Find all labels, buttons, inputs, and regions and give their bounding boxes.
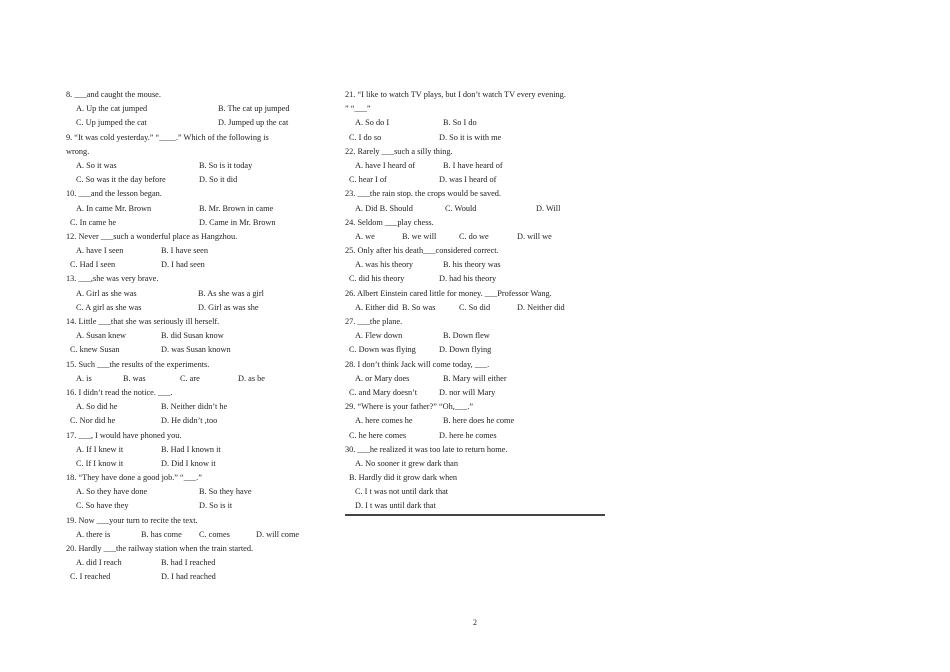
answer-option: D. So it is with me bbox=[439, 132, 502, 142]
option-row bbox=[66, 159, 326, 173]
answer-option: A. Girl as she was bbox=[76, 288, 137, 298]
answer-option: B. had I reached bbox=[161, 558, 216, 568]
option-row bbox=[345, 329, 605, 343]
page-number: 2 bbox=[473, 618, 477, 627]
question-stem: 9. “It was cold yesterday.” “____.” Which of the following is bbox=[66, 132, 269, 142]
option-row bbox=[345, 272, 605, 286]
option-row bbox=[345, 386, 605, 400]
answer-option: C. knew Susan bbox=[70, 345, 120, 355]
option-row bbox=[345, 301, 605, 315]
answer-option: C. hear I of bbox=[349, 175, 387, 185]
answer-option: D. So it did bbox=[199, 175, 238, 185]
question-stem: 17. ___, I would have phoned you. bbox=[66, 430, 182, 440]
answer-option: B. So they have bbox=[199, 487, 252, 497]
option-row bbox=[66, 202, 326, 216]
option-row bbox=[345, 258, 605, 272]
answer-option: A. Flew down bbox=[355, 331, 403, 341]
option-row bbox=[345, 414, 605, 428]
answer-option: B. Mary will either bbox=[443, 373, 507, 383]
answer-option: B. his theory was bbox=[443, 260, 501, 270]
answer-option: A. So did he bbox=[76, 402, 118, 412]
answer-option: A. we bbox=[355, 231, 375, 241]
option-row bbox=[66, 216, 326, 230]
answer-option: D. Girl as was she bbox=[198, 302, 259, 312]
question-stem: 13. ___,she was very brave. bbox=[66, 274, 159, 284]
option-row bbox=[66, 258, 326, 272]
answer-option: A. was his theory bbox=[355, 260, 414, 270]
answer-option: B. So was bbox=[402, 302, 436, 312]
answer-option: A. So they have done bbox=[76, 487, 148, 497]
right-column bbox=[345, 88, 605, 514]
answer-option: D. as be bbox=[238, 373, 265, 383]
answer-option: D. Came in Mr. Brown bbox=[199, 217, 276, 227]
question-stem-continued: wrong. bbox=[66, 146, 90, 156]
option-row bbox=[66, 372, 326, 386]
answer-option: D. was I heard of bbox=[439, 175, 497, 185]
question-stem: 12. Never ___such a wonderful place as Hangzhou. bbox=[66, 231, 238, 241]
question-stem: 30. ___he realized it was too late to return home. bbox=[345, 444, 508, 454]
answer-option: B. Had I known it bbox=[161, 444, 221, 454]
answer-option: B. here does he come bbox=[443, 416, 515, 426]
answer-option: B. did Susan know bbox=[161, 331, 224, 341]
answer-option: A. Susan knew bbox=[76, 331, 127, 341]
answer-option: D. He didn’t ,too bbox=[161, 416, 218, 426]
question-stem-continued: ” “___” bbox=[345, 104, 371, 114]
answer-option: A. If I knew it bbox=[76, 444, 124, 454]
answer-option: C. Down was flying bbox=[349, 345, 416, 355]
answer-option: A. So do I bbox=[355, 118, 390, 128]
answer-option: D. will we bbox=[517, 231, 552, 241]
question-stem: 24. Seldom ___play chess. bbox=[345, 217, 434, 227]
answer-option: D. will come bbox=[256, 529, 300, 539]
answer-option: A. have I seen bbox=[76, 246, 124, 256]
question-stem: 29. “Where is your father?” “Oh,___.” bbox=[345, 402, 474, 412]
option-row bbox=[66, 287, 326, 301]
answer-option: A. there is bbox=[76, 529, 111, 539]
answer-option: C. do we bbox=[459, 231, 489, 241]
answer-option: C. Had I seen bbox=[70, 260, 116, 270]
option-row bbox=[66, 499, 326, 513]
question-stem: 21. “I like to watch TV plays, but I don’t watch TV every evening. bbox=[345, 90, 566, 99]
answer-option: A. have I heard of bbox=[355, 160, 416, 170]
answer-option: B. Hardly did it grow dark when bbox=[349, 473, 458, 483]
answer-option: C. A girl as she was bbox=[76, 302, 142, 312]
answer-option: C. I t was not until dark that bbox=[355, 487, 449, 497]
answer-option: D. I had reached bbox=[161, 572, 216, 582]
answer-option: B. As she was a girl bbox=[198, 288, 264, 298]
answer-option: A. or Mary does bbox=[355, 373, 410, 383]
answer-option: C. So have they bbox=[76, 501, 129, 511]
answer-option: D. Down flying bbox=[439, 345, 492, 355]
question-stem: 28. I don’t think Jack will come today, ___. bbox=[345, 359, 490, 369]
question-stem: 8. ___and caught the mouse. bbox=[66, 90, 161, 99]
answer-option: C. and Mary doesn’t bbox=[349, 387, 418, 397]
answer-option: D. Neither did bbox=[517, 302, 565, 312]
answer-option: C. Nor did he bbox=[70, 416, 116, 426]
answer-option: B. was bbox=[123, 373, 146, 383]
left-column bbox=[66, 88, 326, 585]
answer-option: C. I do so bbox=[349, 132, 382, 142]
question-stem: 27. ___the plane. bbox=[345, 317, 403, 326]
answer-option: B. The cat up jumped bbox=[218, 104, 290, 114]
option-row bbox=[345, 230, 605, 244]
answer-option: B. Mr. Brown in came bbox=[199, 203, 274, 213]
option-row bbox=[66, 173, 326, 187]
answer-option: A. Either did bbox=[355, 302, 399, 312]
answer-option: D. I t was until dark that bbox=[355, 501, 436, 511]
option-row bbox=[66, 457, 326, 471]
answer-option: C. I reached bbox=[70, 572, 111, 582]
option-row bbox=[66, 244, 326, 258]
answer-option: D. Jumped up the cat bbox=[218, 118, 289, 128]
option-row bbox=[345, 116, 605, 130]
option-row bbox=[345, 173, 605, 187]
option-row bbox=[345, 159, 605, 173]
answer-option: D. was Susan known bbox=[161, 345, 231, 355]
answer-option: B. I have heard of bbox=[443, 160, 503, 170]
answer-option: C. are bbox=[180, 373, 200, 383]
answer-option: B. we will bbox=[402, 231, 437, 241]
question-stem: 25. Only after his death___considered correct. bbox=[345, 246, 499, 256]
answer-option: B. So I do bbox=[443, 118, 477, 128]
option-row bbox=[66, 343, 326, 357]
question-stem: 23. ___the rain stop. the crops would be saved. bbox=[345, 189, 501, 199]
answer-option: D. nor will Mary bbox=[439, 387, 496, 397]
option-row bbox=[66, 414, 326, 428]
question-stem: 15. Such ___the results of the experiments. bbox=[66, 359, 210, 369]
option-row bbox=[66, 301, 326, 315]
answer-option: B. has come bbox=[141, 529, 182, 539]
option-row bbox=[66, 329, 326, 343]
answer-option: C. Would bbox=[445, 203, 477, 213]
answer-option: D. had his theory bbox=[439, 274, 497, 284]
option-row bbox=[345, 343, 605, 357]
answer-option: D. So is it bbox=[199, 501, 233, 511]
answer-option: A. here comes he bbox=[355, 416, 413, 426]
question-stem: 20. Hardly ___the railway station when the train started. bbox=[66, 544, 254, 553]
answer-option: B. Down flew bbox=[443, 331, 490, 341]
question-stem: 26. Albert Einstein cared little for money. ___Professor Wang. bbox=[345, 288, 552, 298]
answer-option: A. In came Mr. Brown bbox=[76, 203, 152, 213]
answer-option: C. So was it the day before bbox=[76, 175, 166, 185]
option-row bbox=[345, 485, 605, 499]
option-row bbox=[345, 131, 605, 145]
answer-option: B. Neither didn’t he bbox=[161, 402, 228, 412]
answer-option: A. Did B. Should bbox=[355, 203, 413, 213]
answer-option: C. comes bbox=[199, 529, 230, 539]
question-stem: 18. “They have done a good job.” “___.” bbox=[66, 473, 202, 483]
option-row bbox=[66, 400, 326, 414]
answer-option: A. is bbox=[76, 373, 92, 383]
option-row bbox=[345, 202, 605, 216]
option-row bbox=[66, 485, 326, 499]
answer-option: A. did I reach bbox=[76, 558, 122, 568]
question-stem: 22. Rarely ___such a silly thing. bbox=[345, 146, 453, 156]
answer-option: A. Up the cat jumped bbox=[76, 104, 148, 114]
answer-option: C. If I know it bbox=[76, 458, 124, 468]
option-row bbox=[345, 372, 605, 386]
question-stem: 14. Little ___that she was seriously ill herself. bbox=[66, 317, 220, 326]
answer-option: C. Up jumped the cat bbox=[76, 118, 147, 128]
option-row bbox=[66, 556, 326, 570]
option-row bbox=[345, 471, 605, 485]
answer-option: C. In came he bbox=[70, 217, 117, 227]
option-row bbox=[345, 457, 605, 471]
answer-option: C. he here comes bbox=[349, 430, 407, 440]
answer-option: D. here he comes bbox=[439, 430, 497, 440]
section-divider bbox=[345, 514, 605, 516]
answer-option: D. Did I know it bbox=[161, 458, 216, 468]
answer-option: C. did his theory bbox=[349, 274, 405, 284]
option-row bbox=[66, 116, 326, 130]
answer-option: D. Will bbox=[536, 203, 561, 213]
answer-option: A. No sooner it grew dark than bbox=[355, 458, 458, 468]
question-stem: 16. I didn’t read the notice. ___. bbox=[66, 387, 173, 397]
answer-option: D. I had seen bbox=[161, 260, 205, 270]
option-row bbox=[66, 443, 326, 457]
option-row bbox=[66, 570, 326, 584]
answer-option: C. So did bbox=[459, 302, 491, 312]
answer-option: A. So it was bbox=[76, 160, 117, 170]
option-row bbox=[345, 499, 605, 513]
answer-option: B. I have seen bbox=[161, 246, 208, 256]
option-row bbox=[66, 528, 326, 542]
answer-option: B. So is it today bbox=[199, 160, 253, 170]
question-stem: 10. ___and the lesson began. bbox=[66, 189, 162, 199]
question-stem: 19. Now ___your turn to recite the text. bbox=[66, 515, 198, 525]
option-row bbox=[66, 102, 326, 116]
option-row bbox=[345, 429, 605, 443]
